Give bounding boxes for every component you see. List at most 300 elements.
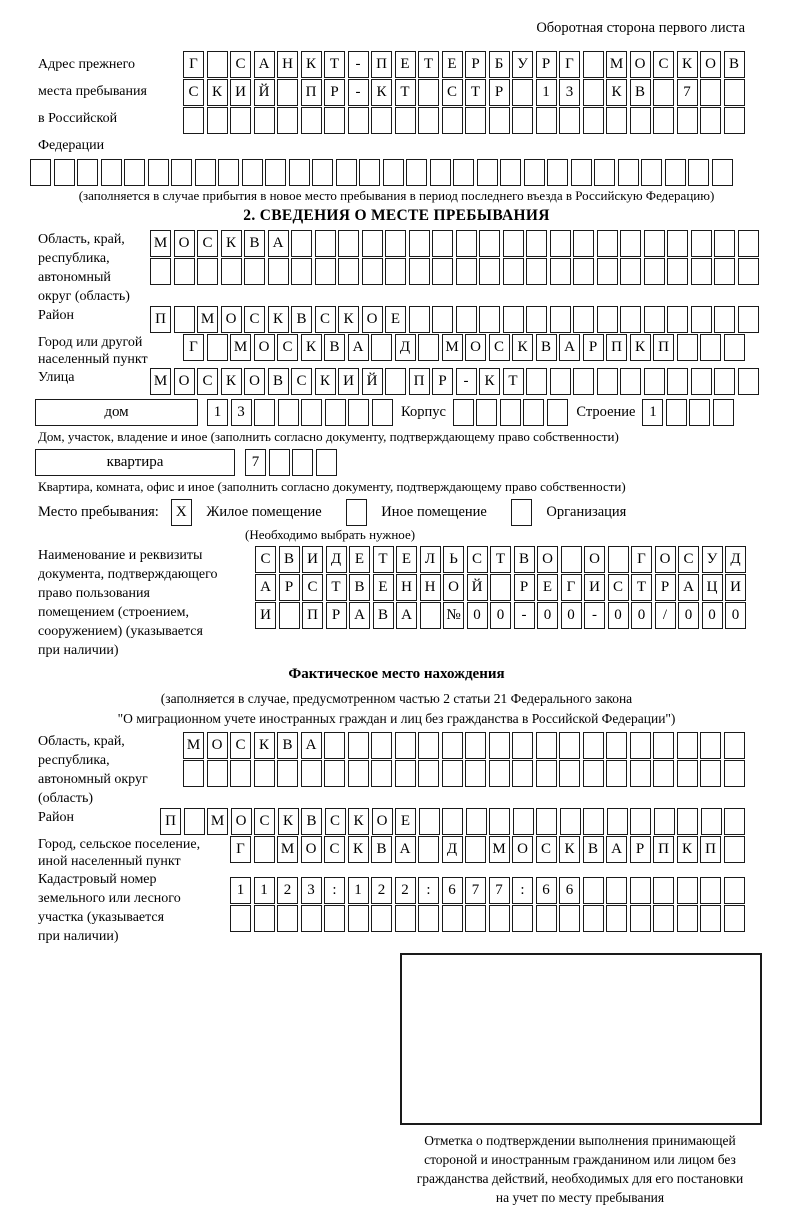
char-box[interactable] bbox=[419, 808, 440, 835]
char-box[interactable]: 0 bbox=[725, 602, 746, 629]
char-box[interactable]: М bbox=[183, 732, 204, 759]
char-box[interactable]: 2 bbox=[277, 877, 298, 904]
char-box[interactable] bbox=[385, 368, 406, 395]
char-box[interactable]: В bbox=[324, 334, 345, 361]
char-box[interactable]: К bbox=[512, 334, 533, 361]
char-box[interactable] bbox=[559, 732, 580, 759]
char-box[interactable] bbox=[560, 808, 581, 835]
char-box[interactable]: 0 bbox=[467, 602, 488, 629]
char-box[interactable]: 7 bbox=[245, 449, 266, 476]
apartment-type-box[interactable]: квартира bbox=[35, 449, 235, 476]
char-box[interactable] bbox=[608, 546, 629, 573]
char-box[interactable]: О bbox=[244, 368, 265, 395]
char-box[interactable] bbox=[279, 602, 300, 629]
char-box[interactable]: : bbox=[418, 877, 439, 904]
char-box[interactable] bbox=[606, 905, 627, 932]
char-box[interactable] bbox=[268, 258, 289, 285]
char-box[interactable]: В bbox=[514, 546, 535, 573]
char-box[interactable]: С bbox=[678, 546, 699, 573]
char-box[interactable]: И bbox=[255, 602, 276, 629]
char-box[interactable]: К bbox=[630, 334, 651, 361]
char-box[interactable]: 3 bbox=[231, 399, 252, 426]
char-box[interactable] bbox=[456, 306, 477, 333]
char-box[interactable]: Т bbox=[373, 546, 394, 573]
char-box[interactable] bbox=[269, 449, 290, 476]
house-type-box[interactable]: дом bbox=[35, 399, 198, 426]
char-box[interactable] bbox=[442, 905, 463, 932]
char-box[interactable] bbox=[207, 760, 228, 787]
char-box[interactable] bbox=[456, 230, 477, 257]
char-box[interactable]: А bbox=[559, 334, 580, 361]
char-box[interactable]: К bbox=[301, 334, 322, 361]
char-box[interactable] bbox=[195, 159, 216, 186]
char-box[interactable] bbox=[701, 808, 722, 835]
char-box[interactable] bbox=[362, 258, 383, 285]
char-box[interactable]: Т bbox=[324, 51, 345, 78]
char-box[interactable]: П bbox=[150, 306, 171, 333]
char-box[interactable] bbox=[432, 230, 453, 257]
char-box[interactable] bbox=[618, 159, 639, 186]
char-box[interactable] bbox=[606, 760, 627, 787]
char-box[interactable] bbox=[476, 399, 497, 426]
char-box[interactable] bbox=[301, 905, 322, 932]
char-box[interactable] bbox=[654, 808, 675, 835]
char-box[interactable]: Р bbox=[514, 574, 535, 601]
char-box[interactable]: Е bbox=[395, 808, 416, 835]
char-box[interactable] bbox=[700, 760, 721, 787]
char-box[interactable]: П bbox=[700, 836, 721, 863]
char-box[interactable] bbox=[620, 258, 641, 285]
char-box[interactable] bbox=[607, 808, 628, 835]
char-box[interactable] bbox=[371, 760, 392, 787]
char-box[interactable] bbox=[724, 836, 745, 863]
char-box[interactable]: Е bbox=[373, 574, 394, 601]
char-box[interactable] bbox=[677, 334, 698, 361]
char-box[interactable]: К bbox=[338, 306, 359, 333]
char-box[interactable] bbox=[653, 732, 674, 759]
char-box[interactable] bbox=[691, 306, 712, 333]
char-box[interactable]: Т bbox=[465, 79, 486, 106]
char-box[interactable]: А bbox=[396, 602, 417, 629]
char-box[interactable] bbox=[667, 258, 688, 285]
char-box[interactable] bbox=[583, 79, 604, 106]
char-box[interactable]: К bbox=[677, 836, 698, 863]
char-box[interactable] bbox=[665, 159, 686, 186]
char-box[interactable] bbox=[453, 399, 474, 426]
char-box[interactable] bbox=[395, 905, 416, 932]
char-box[interactable] bbox=[547, 399, 568, 426]
char-box[interactable] bbox=[526, 230, 547, 257]
char-box[interactable]: А bbox=[348, 334, 369, 361]
char-box[interactable] bbox=[291, 258, 312, 285]
char-box[interactable]: Р bbox=[583, 334, 604, 361]
char-box[interactable] bbox=[465, 760, 486, 787]
char-box[interactable] bbox=[183, 107, 204, 134]
char-box[interactable]: А bbox=[678, 574, 699, 601]
char-box[interactable] bbox=[371, 732, 392, 759]
char-box[interactable] bbox=[54, 159, 75, 186]
char-box[interactable]: Е bbox=[537, 574, 558, 601]
char-box[interactable] bbox=[489, 107, 510, 134]
char-box[interactable] bbox=[644, 368, 665, 395]
char-box[interactable]: Д bbox=[725, 546, 746, 573]
char-box[interactable] bbox=[292, 449, 313, 476]
char-box[interactable] bbox=[409, 230, 430, 257]
char-box[interactable] bbox=[301, 107, 322, 134]
char-box[interactable] bbox=[409, 258, 430, 285]
char-box[interactable] bbox=[677, 877, 698, 904]
char-box[interactable]: - bbox=[456, 368, 477, 395]
char-box[interactable] bbox=[630, 877, 651, 904]
char-box[interactable]: : bbox=[324, 877, 345, 904]
char-box[interactable]: С bbox=[315, 306, 336, 333]
char-box[interactable] bbox=[512, 107, 533, 134]
char-box[interactable] bbox=[677, 732, 698, 759]
char-box[interactable] bbox=[230, 107, 251, 134]
char-box[interactable]: Т bbox=[326, 574, 347, 601]
char-box[interactable]: Т bbox=[631, 574, 652, 601]
char-box[interactable] bbox=[221, 258, 242, 285]
char-box[interactable] bbox=[738, 258, 759, 285]
char-box[interactable] bbox=[385, 258, 406, 285]
char-box[interactable] bbox=[700, 334, 721, 361]
char-box[interactable] bbox=[324, 760, 345, 787]
char-box[interactable]: - bbox=[584, 602, 605, 629]
char-box[interactable] bbox=[512, 905, 533, 932]
char-box[interactable] bbox=[526, 368, 547, 395]
char-box[interactable] bbox=[503, 258, 524, 285]
char-box[interactable] bbox=[348, 760, 369, 787]
char-box[interactable]: К bbox=[221, 230, 242, 257]
char-box[interactable] bbox=[630, 905, 651, 932]
char-box[interactable] bbox=[372, 399, 393, 426]
char-box[interactable] bbox=[315, 258, 336, 285]
char-box[interactable] bbox=[691, 258, 712, 285]
char-box[interactable]: 0 bbox=[678, 602, 699, 629]
char-box[interactable]: В bbox=[724, 51, 745, 78]
char-box[interactable]: О bbox=[174, 368, 195, 395]
char-box[interactable] bbox=[465, 905, 486, 932]
char-box[interactable]: К bbox=[677, 51, 698, 78]
char-box[interactable]: Д bbox=[442, 836, 463, 863]
char-box[interactable]: С bbox=[254, 808, 275, 835]
char-box[interactable] bbox=[312, 159, 333, 186]
char-box[interactable] bbox=[536, 107, 557, 134]
char-box[interactable] bbox=[700, 107, 721, 134]
char-box[interactable]: Т bbox=[490, 546, 511, 573]
char-box[interactable] bbox=[150, 258, 171, 285]
char-box[interactable]: 1 bbox=[536, 79, 557, 106]
char-box[interactable]: Й bbox=[467, 574, 488, 601]
char-box[interactable] bbox=[265, 159, 286, 186]
char-box[interactable]: П bbox=[606, 334, 627, 361]
char-box[interactable] bbox=[418, 79, 439, 106]
char-box[interactable]: С bbox=[442, 79, 463, 106]
char-box[interactable] bbox=[430, 159, 451, 186]
char-box[interactable] bbox=[653, 79, 674, 106]
char-box[interactable]: Н bbox=[420, 574, 441, 601]
char-box[interactable]: С bbox=[197, 230, 218, 257]
char-box[interactable]: В bbox=[373, 602, 394, 629]
char-box[interactable]: О bbox=[512, 836, 533, 863]
char-box[interactable] bbox=[406, 159, 427, 186]
char-box[interactable] bbox=[371, 107, 392, 134]
char-box[interactable]: Н bbox=[277, 51, 298, 78]
char-box[interactable] bbox=[513, 808, 534, 835]
char-box[interactable] bbox=[571, 159, 592, 186]
char-box[interactable]: И bbox=[338, 368, 359, 395]
char-box[interactable]: Т bbox=[395, 79, 416, 106]
char-box[interactable] bbox=[325, 399, 346, 426]
char-box[interactable] bbox=[724, 905, 745, 932]
char-box[interactable] bbox=[583, 51, 604, 78]
char-box[interactable] bbox=[456, 258, 477, 285]
char-box[interactable]: К bbox=[268, 306, 289, 333]
char-box[interactable]: М bbox=[489, 836, 510, 863]
char-box[interactable] bbox=[700, 905, 721, 932]
char-box[interactable]: К bbox=[479, 368, 500, 395]
char-box[interactable] bbox=[489, 732, 510, 759]
char-box[interactable]: М bbox=[207, 808, 228, 835]
char-box[interactable] bbox=[432, 258, 453, 285]
char-box[interactable]: 7 bbox=[677, 79, 698, 106]
char-box[interactable]: С bbox=[197, 368, 218, 395]
char-box[interactable]: 6 bbox=[559, 877, 580, 904]
char-box[interactable] bbox=[197, 258, 218, 285]
char-box[interactable]: 7 bbox=[489, 877, 510, 904]
char-box[interactable]: В bbox=[630, 79, 651, 106]
char-box[interactable]: Е bbox=[396, 546, 417, 573]
char-box[interactable]: 1 bbox=[207, 399, 228, 426]
char-box[interactable]: Д bbox=[326, 546, 347, 573]
char-box[interactable]: К bbox=[348, 836, 369, 863]
char-box[interactable]: М bbox=[277, 836, 298, 863]
char-box[interactable] bbox=[489, 808, 510, 835]
char-box[interactable]: В bbox=[291, 306, 312, 333]
char-box[interactable]: Р bbox=[279, 574, 300, 601]
char-box[interactable]: У bbox=[702, 546, 723, 573]
char-box[interactable] bbox=[442, 107, 463, 134]
char-box[interactable] bbox=[395, 107, 416, 134]
char-box[interactable] bbox=[689, 399, 710, 426]
char-box[interactable] bbox=[420, 602, 441, 629]
char-box[interactable]: Й bbox=[254, 79, 275, 106]
char-box[interactable]: В bbox=[349, 574, 370, 601]
char-box[interactable]: И bbox=[230, 79, 251, 106]
char-box[interactable]: О bbox=[537, 546, 558, 573]
char-box[interactable]: Г bbox=[559, 51, 580, 78]
char-box[interactable]: И bbox=[584, 574, 605, 601]
char-box[interactable] bbox=[465, 836, 486, 863]
char-box[interactable] bbox=[465, 732, 486, 759]
char-box[interactable]: М bbox=[150, 230, 171, 257]
char-box[interactable] bbox=[738, 306, 759, 333]
char-box[interactable]: - bbox=[514, 602, 535, 629]
char-box[interactable]: П bbox=[653, 334, 674, 361]
char-box[interactable]: 6 bbox=[536, 877, 557, 904]
char-box[interactable] bbox=[547, 159, 568, 186]
char-box[interactable] bbox=[207, 51, 228, 78]
char-box[interactable]: 1 bbox=[254, 877, 275, 904]
char-box[interactable] bbox=[512, 732, 533, 759]
char-box[interactable] bbox=[573, 306, 594, 333]
char-box[interactable]: А bbox=[606, 836, 627, 863]
char-box[interactable] bbox=[724, 732, 745, 759]
char-box[interactable] bbox=[254, 836, 275, 863]
char-box[interactable]: С bbox=[291, 368, 312, 395]
char-box[interactable] bbox=[230, 905, 251, 932]
char-box[interactable] bbox=[724, 808, 745, 835]
char-box[interactable] bbox=[712, 159, 733, 186]
char-box[interactable]: В bbox=[371, 836, 392, 863]
char-box[interactable]: О bbox=[221, 306, 242, 333]
char-box[interactable]: Е bbox=[442, 51, 463, 78]
char-box[interactable]: А bbox=[349, 602, 370, 629]
char-box[interactable]: П bbox=[301, 79, 322, 106]
char-box[interactable]: 1 bbox=[230, 877, 251, 904]
char-box[interactable]: Г bbox=[561, 574, 582, 601]
char-box[interactable]: И bbox=[302, 546, 323, 573]
char-box[interactable]: О bbox=[231, 808, 252, 835]
char-box[interactable] bbox=[301, 760, 322, 787]
char-box[interactable] bbox=[597, 368, 618, 395]
char-box[interactable] bbox=[550, 368, 571, 395]
char-box[interactable] bbox=[583, 760, 604, 787]
char-box[interactable]: О bbox=[372, 808, 393, 835]
char-box[interactable] bbox=[714, 368, 735, 395]
char-box[interactable] bbox=[500, 399, 521, 426]
char-box[interactable] bbox=[641, 159, 662, 186]
char-box[interactable]: К bbox=[606, 79, 627, 106]
char-box[interactable]: Р bbox=[489, 79, 510, 106]
char-box[interactable]: Л bbox=[420, 546, 441, 573]
char-box[interactable] bbox=[630, 107, 651, 134]
char-box[interactable]: С bbox=[489, 334, 510, 361]
char-box[interactable] bbox=[573, 230, 594, 257]
char-box[interactable] bbox=[230, 760, 251, 787]
char-box[interactable]: 0 bbox=[561, 602, 582, 629]
char-box[interactable] bbox=[677, 808, 698, 835]
char-box[interactable] bbox=[630, 760, 651, 787]
char-box[interactable] bbox=[630, 732, 651, 759]
char-box[interactable] bbox=[442, 760, 463, 787]
char-box[interactable] bbox=[385, 230, 406, 257]
char-box[interactable] bbox=[550, 306, 571, 333]
char-box[interactable] bbox=[714, 230, 735, 257]
char-box[interactable]: В bbox=[536, 334, 557, 361]
char-box[interactable] bbox=[677, 760, 698, 787]
char-box[interactable]: Р bbox=[630, 836, 651, 863]
char-box[interactable]: Ц bbox=[702, 574, 723, 601]
char-box[interactable] bbox=[606, 877, 627, 904]
char-box[interactable]: О bbox=[207, 732, 228, 759]
char-box[interactable] bbox=[489, 905, 510, 932]
char-box[interactable]: Р bbox=[655, 574, 676, 601]
char-box[interactable] bbox=[536, 732, 557, 759]
char-box[interactable]: К bbox=[348, 808, 369, 835]
char-box[interactable] bbox=[677, 905, 698, 932]
char-box[interactable] bbox=[597, 230, 618, 257]
char-box[interactable] bbox=[348, 107, 369, 134]
char-box[interactable] bbox=[550, 230, 571, 257]
char-box[interactable] bbox=[490, 574, 511, 601]
char-box[interactable] bbox=[371, 905, 392, 932]
char-box[interactable] bbox=[254, 905, 275, 932]
char-box[interactable]: М bbox=[230, 334, 251, 361]
char-box[interactable]: Е bbox=[395, 51, 416, 78]
char-box[interactable] bbox=[442, 732, 463, 759]
char-box[interactable]: О bbox=[655, 546, 676, 573]
char-box[interactable]: X bbox=[171, 499, 192, 526]
char-box[interactable]: С bbox=[230, 732, 251, 759]
char-box[interactable] bbox=[418, 732, 439, 759]
char-box[interactable]: Г bbox=[183, 334, 204, 361]
char-box[interactable] bbox=[362, 230, 383, 257]
char-box[interactable] bbox=[324, 107, 345, 134]
char-box[interactable]: 2 bbox=[395, 877, 416, 904]
char-box[interactable] bbox=[479, 230, 500, 257]
char-box[interactable] bbox=[724, 107, 745, 134]
char-box[interactable]: В bbox=[301, 808, 322, 835]
char-box[interactable] bbox=[218, 159, 239, 186]
char-box[interactable]: 6 bbox=[442, 877, 463, 904]
char-box[interactable] bbox=[606, 107, 627, 134]
char-box[interactable] bbox=[583, 107, 604, 134]
char-box[interactable] bbox=[738, 368, 759, 395]
char-box[interactable]: О bbox=[301, 836, 322, 863]
char-box[interactable] bbox=[713, 399, 734, 426]
char-box[interactable]: П bbox=[302, 602, 323, 629]
char-box[interactable] bbox=[301, 399, 322, 426]
char-box[interactable]: В bbox=[583, 836, 604, 863]
char-box[interactable]: : bbox=[512, 877, 533, 904]
char-box[interactable] bbox=[359, 159, 380, 186]
char-box[interactable]: 0 bbox=[490, 602, 511, 629]
char-box[interactable]: А bbox=[268, 230, 289, 257]
char-box[interactable] bbox=[724, 877, 745, 904]
char-box[interactable] bbox=[738, 230, 759, 257]
char-box[interactable]: 7 bbox=[465, 877, 486, 904]
char-box[interactable]: 0 bbox=[608, 602, 629, 629]
char-box[interactable]: № bbox=[443, 602, 464, 629]
char-box[interactable] bbox=[336, 159, 357, 186]
char-box[interactable] bbox=[346, 499, 367, 526]
char-box[interactable]: 0 bbox=[702, 602, 723, 629]
char-box[interactable] bbox=[667, 368, 688, 395]
char-box[interactable] bbox=[338, 230, 359, 257]
char-box[interactable]: И bbox=[725, 574, 746, 601]
char-box[interactable] bbox=[597, 258, 618, 285]
char-box[interactable] bbox=[418, 905, 439, 932]
char-box[interactable]: Р bbox=[465, 51, 486, 78]
char-box[interactable]: С bbox=[324, 836, 345, 863]
char-box[interactable]: Е bbox=[385, 306, 406, 333]
char-box[interactable] bbox=[688, 159, 709, 186]
char-box[interactable]: К bbox=[254, 732, 275, 759]
char-box[interactable] bbox=[594, 159, 615, 186]
char-box[interactable] bbox=[561, 546, 582, 573]
char-box[interactable] bbox=[691, 230, 712, 257]
char-box[interactable] bbox=[148, 159, 169, 186]
char-box[interactable]: 0 bbox=[631, 602, 652, 629]
char-box[interactable]: О bbox=[362, 306, 383, 333]
char-box[interactable] bbox=[77, 159, 98, 186]
char-box[interactable]: О bbox=[584, 546, 605, 573]
char-box[interactable] bbox=[667, 306, 688, 333]
char-box[interactable]: 0 bbox=[537, 602, 558, 629]
char-box[interactable] bbox=[583, 877, 604, 904]
char-box[interactable] bbox=[700, 877, 721, 904]
